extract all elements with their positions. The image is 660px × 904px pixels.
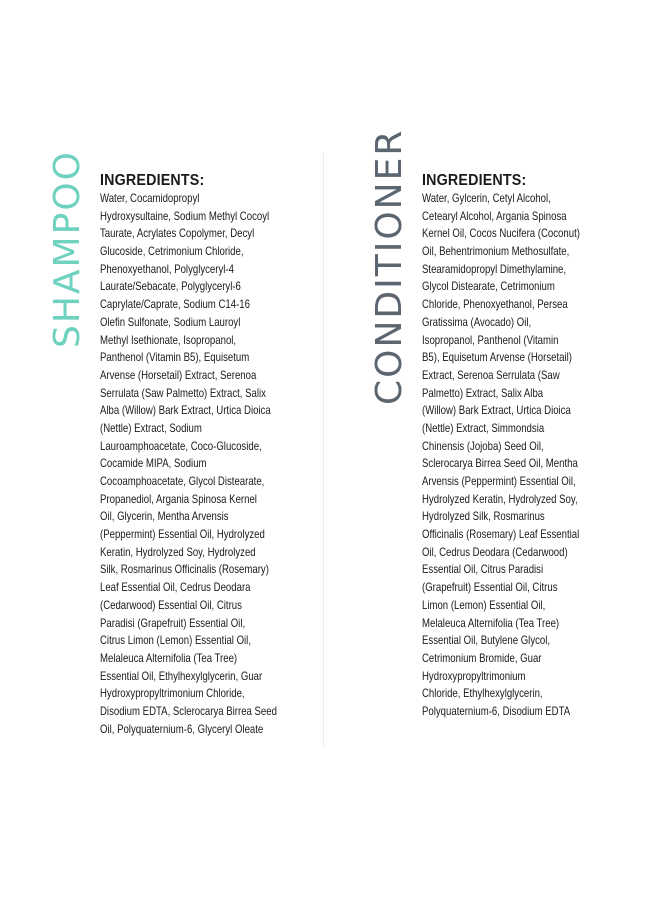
ingredient-line: Panthenol (Vitamin B5), Equisetum	[100, 350, 250, 365]
ingredient-line: Propanediol, Argania Spinosa Kernel	[100, 491, 257, 506]
ingredient-line: Arvensis (Peppermint) Essential Oil,	[422, 474, 576, 488]
ingredient-line: Melaleuca Alternifolia (Tea Tree)	[422, 615, 560, 630]
ingredient-line: Melaleuca Alternifolia (Tea Tree)	[100, 650, 238, 665]
ingredient-line: Hydrolyzed Keratin, Hydrolyzed Soy,	[422, 491, 578, 506]
divider	[323, 152, 324, 746]
ingredient-line: Serrulata (Saw Palmetto) Extract, Salix	[100, 385, 266, 400]
ingredient-line: (Peppermint) Essential Oil, Hydrolyzed	[100, 527, 265, 542]
shampoo-ingredient-list	[100, 190, 277, 738]
ingredient-line: Gratissima (Avocado) Oil,	[422, 314, 532, 329]
ingredient-line: Caprylate/Caprate, Sodium C14-16	[100, 297, 250, 312]
ingredient-line: Olefin Sulfonate, Sodium Lauroyl	[100, 314, 241, 329]
ingredient-line: Taurate, Acrylates Copolymer, Decyl	[100, 226, 255, 241]
ingredient-line: Cetearyl Alcohol, Argania Spinosa	[422, 208, 567, 223]
ingredient-line: Essential Oil, Citrus Paradisi	[422, 562, 544, 577]
ingredient-line: Water, Gylcerin, Cetyl Alcohol,	[422, 191, 551, 205]
ingredient-line: Laurate/Sebacate, Polyglyceryl-6	[100, 279, 241, 294]
ingredient-line: Silk, Rosmarinus Officinalis (Rosemary)	[100, 562, 269, 577]
ingredient-line: Hydroxysultaine, Sodium Methyl Cocoyl	[100, 208, 270, 223]
ingredient-line: (Grapefruit) Essential Oil, Citrus	[422, 580, 558, 595]
ingredient-line: Oil, Behentrimonium Methosulfate,	[422, 244, 570, 259]
ingredient-line: Hydrolyzed Silk, Rosmarinus	[422, 509, 545, 524]
ingredient-line: Glycol Distearate, Cetrimonium	[422, 279, 555, 294]
ingredient-line: (Nettle) Extract, Simmondsia	[422, 420, 545, 435]
ingredient-line: Officinalis (Rosemary) Leaf Essential	[422, 527, 580, 542]
ingredient-line: Chloride, Phenoxyethanol, Persea	[422, 297, 568, 312]
ingredient-line: (Willow) Bark Extract, Urtica Dioica	[422, 403, 571, 418]
ingredient-line: Chinensis (Jojoba) Seed Oil,	[422, 438, 544, 453]
ingredient-line: Water, Cocamidopropyl	[100, 191, 200, 205]
conditioner-ingredients	[422, 171, 622, 721]
conditioner-ingredients-heading: INGREDIENTS:	[422, 172, 527, 189]
ingredient-line: Cocamide MIPA, Sodium	[100, 456, 207, 471]
ingredient-line: (Nettle) Extract, Sodium	[100, 420, 202, 435]
ingredient-line: Extract, Serenoa Serrulata (Saw	[422, 367, 560, 382]
ingredient-line: Glucoside, Cetrimonium Chloride,	[100, 244, 244, 259]
conditioner-title: CONDITIONER	[369, 128, 410, 405]
ingredient-line: Lauroamphoacetate, Coco-Glucoside,	[100, 438, 262, 453]
ingredient-line: Hydroxypropyltrimonium Chloride,	[100, 686, 245, 701]
ingredient-line: Hydroxypropyltrimonium	[422, 668, 526, 683]
ingredient-line: Alba (Willow) Bark Extract, Urtica Dioica	[100, 403, 271, 418]
ingredient-line: Stearamidopropyl Dimethylamine,	[422, 261, 567, 276]
ingredient-line: Kernel Oil, Cocos Nucifera (Coconut)	[422, 226, 580, 241]
shampoo-ingredients	[100, 171, 300, 738]
ingredient-line: (Cedarwood) Essential Oil, Citrus	[100, 597, 242, 612]
ingredient-line: Arvense (Horsetail) Extract, Serenoa	[100, 367, 257, 382]
ingredient-line: Methyl Isethionate, Isopropanol,	[100, 332, 237, 347]
ingredient-line: Cetrimonium Bromide, Guar	[422, 650, 542, 665]
ingredient-line: Citrus Limon (Lemon) Essential Oil,	[100, 633, 251, 648]
ingredient-line: Oil, Glycerin, Mentha Arvensis	[100, 509, 229, 524]
ingredient-line: Paradisi (Grapefruit) Essential Oil,	[100, 615, 246, 630]
shampoo-title: SHAMPOO	[47, 150, 88, 348]
ingredient-line: Cocoamphoacetate, Glycol Distearate,	[100, 474, 265, 488]
ingredient-line: Sclerocarya Birrea Seed Oil, Mentha	[422, 456, 578, 471]
ingredient-line: B5), Equisetum Arvense (Horsetail)	[422, 350, 572, 365]
ingredient-line: Isopropanol, Panthenol (Vitamin	[422, 332, 559, 347]
ingredient-line: Oil, Polyquaternium-6, Glyceryl Oleate	[100, 721, 264, 736]
ingredient-line: Chloride, Ethylhexylglycerin,	[422, 686, 543, 701]
ingredient-line: Oil, Cedrus Deodara (Cedarwood)	[422, 544, 568, 559]
ingredient-line: Leaf Essential Oil, Cedrus Deodara	[100, 580, 251, 595]
ingredient-line: Essential Oil, Ethylhexylglycerin, Guar	[100, 668, 263, 683]
ingredient-line: Essential Oil, Butylene Glycol,	[422, 633, 551, 648]
ingredient-line: Keratin, Hydrolyzed Soy, Hydrolyzed	[100, 544, 256, 559]
ingredient-line: Palmetto) Extract, Salix Alba	[422, 385, 544, 400]
ingredient-line: Disodium EDTA, Sclerocarya Birrea Seed	[100, 703, 277, 718]
ingredient-line: Phenoxyethanol, Polyglyceryl-4	[100, 261, 234, 276]
shampoo-ingredients-heading: INGREDIENTS:	[100, 172, 205, 189]
ingredient-line: Polyquaternium-6, Disodium EDTA	[422, 703, 571, 718]
ingredient-line: Limon (Lemon) Essential Oil,	[422, 597, 546, 612]
conditioner-ingredient-list	[422, 190, 582, 721]
